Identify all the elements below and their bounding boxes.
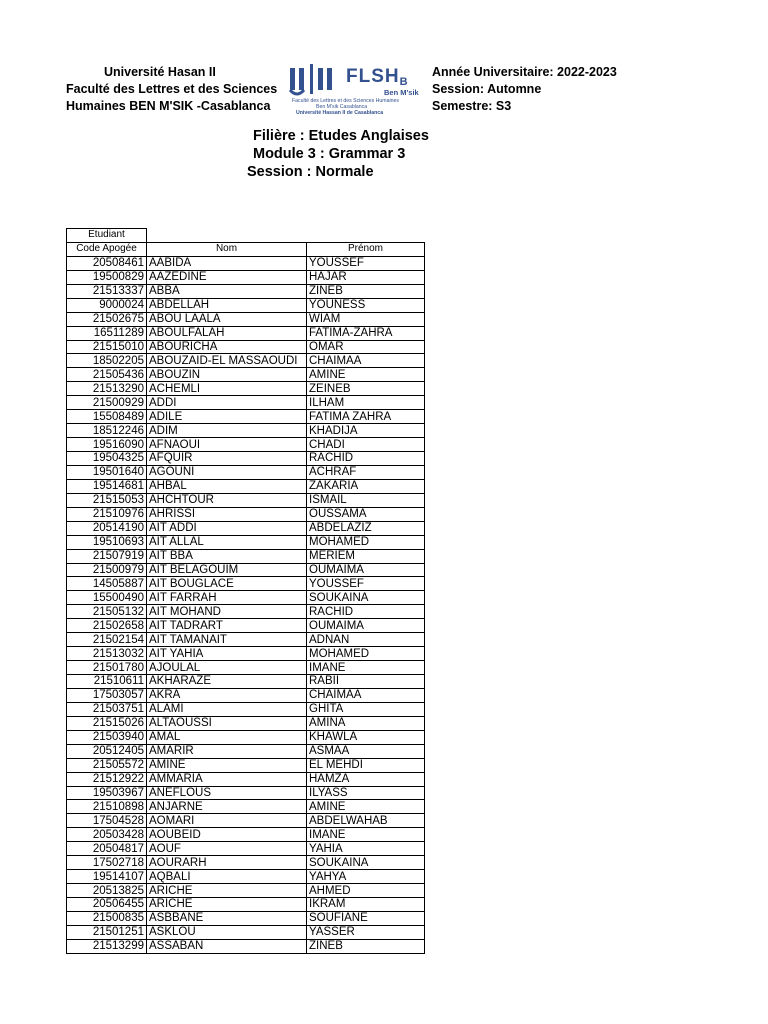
cell-code: 21515010 xyxy=(67,340,147,354)
cell-prenom: MOHAMED xyxy=(307,647,425,661)
cell-code: 18502205 xyxy=(67,354,147,368)
cell-code: 21500835 xyxy=(67,911,147,925)
col-header-code: Code Apogée xyxy=(67,242,147,256)
logo-caption-1: Faculté des Lettres et des Sciences Humaines xyxy=(292,98,399,104)
table-row xyxy=(67,870,425,884)
cell-nom: ARICHE xyxy=(147,898,307,912)
module-title: Module 3 : Grammar 3 xyxy=(253,146,406,162)
table-row xyxy=(67,925,425,939)
cell-nom: AFNAOUI xyxy=(147,438,307,452)
cell-nom: AIT BELAGOUIM xyxy=(147,563,307,577)
cell-code: 19504325 xyxy=(67,452,147,466)
session-title: Session : Normale xyxy=(247,164,374,180)
table-row xyxy=(67,605,425,619)
university-header xyxy=(66,64,296,115)
students-table xyxy=(66,228,425,954)
table-row xyxy=(67,702,425,716)
cell-prenom: ASMAA xyxy=(307,744,425,758)
col-header-nom: Nom xyxy=(147,242,307,256)
cell-prenom: IMANE xyxy=(307,828,425,842)
cell-prenom: ADNAN xyxy=(307,633,425,647)
cell-code: 19501640 xyxy=(67,465,147,479)
table-row xyxy=(67,368,425,382)
cell-code: 20508461 xyxy=(67,256,147,270)
cell-code: 21501780 xyxy=(67,661,147,675)
cell-prenom: OUSSAMA xyxy=(307,507,425,521)
cell-code: 20503428 xyxy=(67,828,147,842)
cell-code: 15500490 xyxy=(67,591,147,605)
university-logo-icon xyxy=(288,64,336,98)
table-row xyxy=(67,563,425,577)
cell-nom: AJOULAL xyxy=(147,661,307,675)
semester-label: Semestre: S3 xyxy=(432,99,512,113)
cell-prenom: WIAM xyxy=(307,312,425,326)
session-info xyxy=(432,64,617,115)
cell-nom: ANEFLOUS xyxy=(147,786,307,800)
logo-caption-2: Ben M'sik Casablanca xyxy=(316,104,368,110)
cell-nom: AMINE xyxy=(147,758,307,772)
cell-prenom: YASSER xyxy=(307,925,425,939)
cell-code: 17504528 xyxy=(67,814,147,828)
table-row xyxy=(67,661,425,675)
table-row xyxy=(67,424,425,438)
cell-nom: ABOULFALAH xyxy=(147,326,307,340)
cell-code: 21510611 xyxy=(67,675,147,689)
cell-nom: AIT YAHIA xyxy=(147,647,307,661)
cell-nom: AIT BOUGLACE xyxy=(147,577,307,591)
cell-nom: ALTAOUSSI xyxy=(147,716,307,730)
cell-nom: ASBBANE xyxy=(147,911,307,925)
cell-nom: AOMARI xyxy=(147,814,307,828)
cell-prenom: AMINA xyxy=(307,716,425,730)
table-row xyxy=(67,758,425,772)
university-name: Université Hasan II xyxy=(104,65,216,79)
cell-nom: AOURARH xyxy=(147,856,307,870)
cell-code: 19514681 xyxy=(67,479,147,493)
cell-prenom: MERIEM xyxy=(307,549,425,563)
table-header-row xyxy=(67,242,425,256)
cell-nom: AHRISSI xyxy=(147,507,307,521)
table-row xyxy=(67,396,425,410)
cell-code: 21502154 xyxy=(67,633,147,647)
logo-brand: FLSHB xyxy=(346,66,409,88)
cell-prenom: AMINE xyxy=(307,368,425,382)
cell-code: 21502675 xyxy=(67,312,147,326)
cell-prenom: ABDELWAHAB xyxy=(307,814,425,828)
session-label: Session: Automne xyxy=(432,82,542,96)
cell-prenom: YAHYA xyxy=(307,870,425,884)
cell-nom: AQBALI xyxy=(147,870,307,884)
cell-code: 21502658 xyxy=(67,619,147,633)
group-header-empty xyxy=(307,229,425,243)
group-header-empty xyxy=(147,229,307,243)
cell-prenom: YAHIA xyxy=(307,842,425,856)
cell-nom: AKRA xyxy=(147,688,307,702)
table-row xyxy=(67,270,425,284)
cell-nom: ABDELLAH xyxy=(147,298,307,312)
cell-nom: AAZEDINE xyxy=(147,270,307,284)
cell-nom: AHCHTOUR xyxy=(147,493,307,507)
cell-code: 21510976 xyxy=(67,507,147,521)
cell-prenom: FATIMA ZAHRA xyxy=(307,410,425,424)
cell-nom: ABOU LAALA xyxy=(147,312,307,326)
cell-code: 20514190 xyxy=(67,521,147,535)
table-row xyxy=(67,716,425,730)
cell-nom: AMAL xyxy=(147,730,307,744)
cell-nom: AIT ADDI xyxy=(147,521,307,535)
cell-nom: AFQUIR xyxy=(147,452,307,466)
cell-prenom: HAMZA xyxy=(307,772,425,786)
cell-prenom: SOUKAINA xyxy=(307,856,425,870)
cell-code: 21500929 xyxy=(67,396,147,410)
table-row xyxy=(67,535,425,549)
table-row xyxy=(67,675,425,689)
cell-prenom: YOUNESS xyxy=(307,298,425,312)
cell-prenom: CHAIMAA xyxy=(307,354,425,368)
cell-nom: ADIM xyxy=(147,424,307,438)
table-row xyxy=(67,591,425,605)
faculty-logo xyxy=(286,62,426,122)
cell-code: 21503940 xyxy=(67,730,147,744)
cell-prenom: KHAWLA xyxy=(307,730,425,744)
cell-nom: AKHARAZE xyxy=(147,675,307,689)
cell-nom: ABOURICHA xyxy=(147,340,307,354)
table-row xyxy=(67,312,425,326)
cell-code: 21505132 xyxy=(67,605,147,619)
table-row xyxy=(67,465,425,479)
cell-code: 21513290 xyxy=(67,382,147,396)
cell-nom: AIT BBA xyxy=(147,549,307,563)
academic-year: Année Universitaire: 2022-2023 xyxy=(432,65,617,79)
cell-prenom: ILYASS xyxy=(307,786,425,800)
table-row xyxy=(67,354,425,368)
table-row xyxy=(67,647,425,661)
logo-subtitle: Ben M'sik xyxy=(384,88,419,97)
cell-nom: AOUBEID xyxy=(147,828,307,842)
cell-nom: AIT MOHAND xyxy=(147,605,307,619)
cell-prenom: IMANE xyxy=(307,661,425,675)
cell-prenom: EL MEHDI xyxy=(307,758,425,772)
cell-prenom: OMAR xyxy=(307,340,425,354)
table-row xyxy=(67,438,425,452)
cell-nom: AHBAL xyxy=(147,479,307,493)
table-row xyxy=(67,828,425,842)
cell-prenom: IKRAM xyxy=(307,898,425,912)
cell-nom: ASSABAN xyxy=(147,939,307,953)
cell-prenom: MOHAMED xyxy=(307,535,425,549)
cell-nom: ABBA xyxy=(147,284,307,298)
cell-prenom: KHADIJA xyxy=(307,424,425,438)
cell-code: 21515026 xyxy=(67,716,147,730)
cell-prenom: SOUKAINA xyxy=(307,591,425,605)
table-row xyxy=(67,772,425,786)
cell-prenom: AMINE xyxy=(307,800,425,814)
table-row xyxy=(67,744,425,758)
group-header-etudiant: Etudiant xyxy=(67,229,147,243)
cell-prenom: CHADI xyxy=(307,438,425,452)
cell-code: 21513299 xyxy=(67,939,147,953)
table-row xyxy=(67,688,425,702)
cell-nom: ANJARNE xyxy=(147,800,307,814)
cell-code: 15508489 xyxy=(67,410,147,424)
table-row xyxy=(67,479,425,493)
cell-nom: ACHEMLI xyxy=(147,382,307,396)
col-header-prenom: Prénom xyxy=(307,242,425,256)
table-row xyxy=(67,633,425,647)
table-group-header-row xyxy=(67,229,425,243)
cell-prenom: YOUSSEF xyxy=(307,256,425,270)
cell-prenom: ABDELAZIZ xyxy=(307,521,425,535)
table-row xyxy=(67,577,425,591)
cell-nom: ARICHE xyxy=(147,884,307,898)
cell-nom: AMARIR xyxy=(147,744,307,758)
cell-code: 17502718 xyxy=(67,856,147,870)
cell-nom: AIT FARRAH xyxy=(147,591,307,605)
table-row xyxy=(67,939,425,953)
table-row xyxy=(67,521,425,535)
table-row xyxy=(67,842,425,856)
cell-prenom: ISMAIL xyxy=(307,493,425,507)
cell-nom: AGOUNI xyxy=(147,465,307,479)
cell-prenom: RACHID xyxy=(307,605,425,619)
logo-caption-3: Université Hassan II de Casablanca xyxy=(296,110,384,116)
table-row xyxy=(67,884,425,898)
table-row xyxy=(67,898,425,912)
table-row xyxy=(67,911,425,925)
cell-code: 21505572 xyxy=(67,758,147,772)
cell-code: 19514107 xyxy=(67,870,147,884)
cell-nom: AMMARIA xyxy=(147,772,307,786)
table-row xyxy=(67,549,425,563)
cell-prenom: OUMAIMA xyxy=(307,619,425,633)
cell-prenom: OUMAIMA xyxy=(307,563,425,577)
cell-nom: AIT ALLAL xyxy=(147,535,307,549)
cell-code: 20506455 xyxy=(67,898,147,912)
cell-code: 21513032 xyxy=(67,647,147,661)
cell-prenom: HAJAR xyxy=(307,270,425,284)
cell-code: 21515053 xyxy=(67,493,147,507)
cell-nom: AIT TADRART xyxy=(147,619,307,633)
table-row xyxy=(67,786,425,800)
faculty-name-line1: Faculté des Lettres et des Sciences xyxy=(66,82,278,96)
cell-code: 19500829 xyxy=(67,270,147,284)
cell-prenom: FATIMA-ZAHRA xyxy=(307,326,425,340)
cell-nom: ABOUZIN xyxy=(147,368,307,382)
table-row xyxy=(67,507,425,521)
table-row xyxy=(67,730,425,744)
cell-code: 21507919 xyxy=(67,549,147,563)
cell-code: 20513825 xyxy=(67,884,147,898)
table-row xyxy=(67,452,425,466)
cell-code: 16511289 xyxy=(67,326,147,340)
cell-prenom: RACHID xyxy=(307,452,425,466)
cell-nom: AOUF xyxy=(147,842,307,856)
table-row xyxy=(67,284,425,298)
table-row xyxy=(67,340,425,354)
cell-prenom: ACHRAF xyxy=(307,465,425,479)
cell-prenom: AHMED xyxy=(307,884,425,898)
table-row xyxy=(67,814,425,828)
cell-code: 19503967 xyxy=(67,786,147,800)
cell-nom: ASKLOU xyxy=(147,925,307,939)
cell-nom: AABIDA xyxy=(147,256,307,270)
cell-prenom: YOUSSEF xyxy=(307,577,425,591)
cell-code: 21513337 xyxy=(67,284,147,298)
cell-prenom: RABII xyxy=(307,675,425,689)
table-row xyxy=(67,410,425,424)
cell-prenom: GHITA xyxy=(307,702,425,716)
cell-prenom: ZINEB xyxy=(307,939,425,953)
cell-code: 19516090 xyxy=(67,438,147,452)
table-row xyxy=(67,493,425,507)
cell-code: 20504817 xyxy=(67,842,147,856)
filiere-title: Filière : Etudes Anglaises xyxy=(253,128,429,144)
cell-nom: AIT TAMANAIT xyxy=(147,633,307,647)
cell-code: 21503751 xyxy=(67,702,147,716)
cell-code: 21505436 xyxy=(67,368,147,382)
table-row xyxy=(67,619,425,633)
cell-code: 17503057 xyxy=(67,688,147,702)
cell-prenom: ZINEB xyxy=(307,284,425,298)
cell-nom: ADDI xyxy=(147,396,307,410)
cell-code: 21512922 xyxy=(67,772,147,786)
cell-prenom: ZEINEB xyxy=(307,382,425,396)
cell-prenom: SOUFIANE xyxy=(307,911,425,925)
cell-nom: ADILE xyxy=(147,410,307,424)
cell-code: 21500979 xyxy=(67,563,147,577)
table-row xyxy=(67,298,425,312)
cell-code: 18512246 xyxy=(67,424,147,438)
cell-prenom: ILHAM xyxy=(307,396,425,410)
cell-nom: ABOUZAID-EL MASSAOUDI xyxy=(147,354,307,368)
cell-prenom: CHAIMAA xyxy=(307,688,425,702)
cell-code: 9000024 xyxy=(67,298,147,312)
cell-code: 21501251 xyxy=(67,925,147,939)
faculty-name-line2: Humaines BEN M'SIK -Casablanca xyxy=(66,99,271,113)
table-row xyxy=(67,800,425,814)
cell-code: 20512405 xyxy=(67,744,147,758)
cell-code: 19510693 xyxy=(67,535,147,549)
cell-code: 21510898 xyxy=(67,800,147,814)
table-row xyxy=(67,856,425,870)
table-row xyxy=(67,326,425,340)
table-row xyxy=(67,382,425,396)
cell-nom: ALAMI xyxy=(147,702,307,716)
cell-prenom: ZAKARIA xyxy=(307,479,425,493)
cell-code: 14505887 xyxy=(67,577,147,591)
table-row xyxy=(67,256,425,270)
